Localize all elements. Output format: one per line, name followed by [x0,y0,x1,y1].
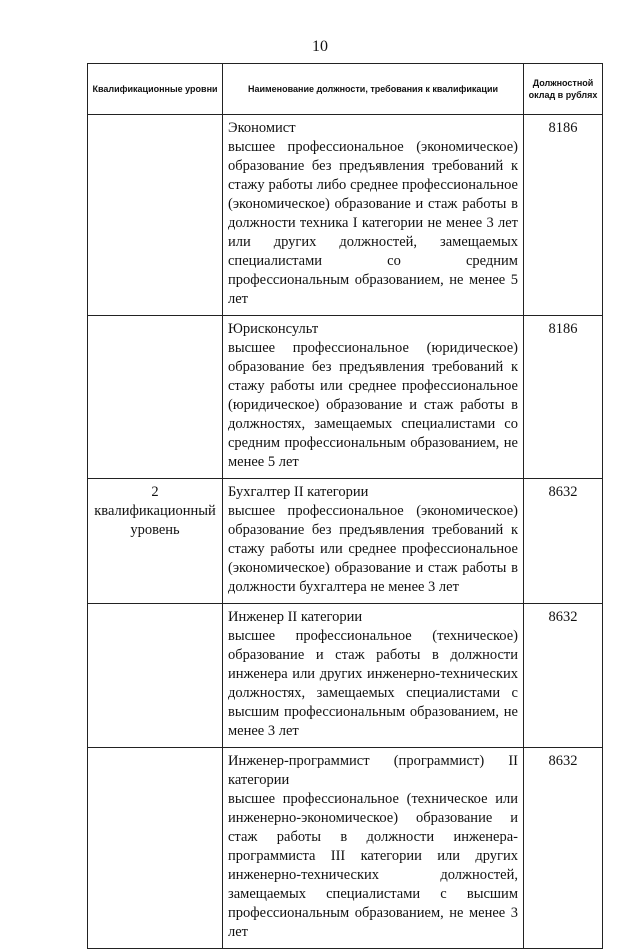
table-row [88,479,603,604]
position-requirements: высшее профессиональное (юридическое) образование без предъявления требований к стажу работы или среднее профессиональное (юридическое) образование и стаж работы в должностях, замещаемых специалистами со средним профессиональным образованием, не менее 5 лет [228,340,518,470]
position-cell [223,748,524,949]
position-title: Юрисконсульт [228,321,319,337]
position-cell [223,479,524,604]
qualification-level-cell [88,316,223,479]
position-title: Инженер II категории [228,609,363,625]
position-requirements: высшее профессиональное (техническое или инженерно-экономическое) образование и стаж работы в должности инженера-программиста III категории или других инженерно-технических должностей, замещаемых специалистами с высшим профессиональным образованием, не менее 3 лет [228,791,518,940]
salary-cell: 8632 [524,479,603,604]
qualification-level-cell [88,115,223,316]
qualification-level-cell [88,748,223,949]
salary-cell: 8186 [524,115,603,316]
header-qualification-levels: Квалификационные уровни [88,64,223,115]
header-salary: Должностной оклад в рублях [524,64,603,115]
qualification-table [87,63,603,949]
position-requirements: высшее профессиональное (техническое) образование и стаж работы в должности инженера или других инженерно-технических должностях, замещаемых специалистами с высшим профессиональным образованием, не менее 3 лет [228,628,518,739]
salary-cell: 8632 [524,604,603,748]
salary-cell: 8632 [524,748,603,949]
position-title: Бухгалтер II категории [228,484,369,500]
position-requirements: высшее профессиональное (экономическое) образование без предъявления требований к стажу работы или среднее профессиональное (экономическое) образование и стаж работы в должности бухгалтера не менее 3 лет [228,503,518,595]
qualification-level-cell: 2 квалификационный уровень [88,479,223,604]
position-requirements: высшее профессиональное (экономическое) образование без предъявления требований к стажу работы либо среднее профессиональное (экономическое) образование и стаж работы в должности техника I категории не менее 3 лет или других должностей, замещаемых специалистами со средним профессиональным образованием, не менее 5 лет [228,139,518,307]
position-title: Инженер-программист (программист) II категории [228,753,518,788]
table-row [88,748,603,949]
position-cell [223,316,524,479]
table-row [88,604,603,748]
position-cell [223,115,524,316]
table-row [88,115,603,316]
position-cell [223,604,524,748]
table-row [88,316,603,479]
header-position-requirements: Наименование должности, требования к квалификации [223,64,524,115]
salary-cell: 8186 [524,316,603,479]
position-title: Экономист [228,120,296,136]
table-header-row [88,64,603,115]
qualification-level-cell [88,604,223,748]
page-number: 10 [312,38,328,55]
